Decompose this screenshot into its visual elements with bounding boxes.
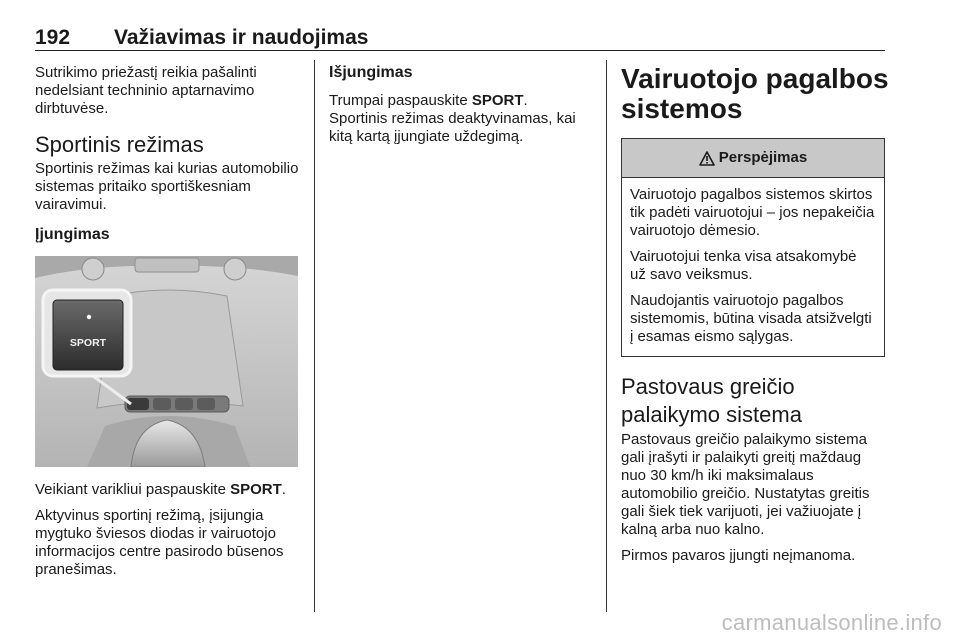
sport-mode-heading: Sportinis režimas [35, 132, 204, 157]
section-title: Važiavimas ir naudojimas [114, 26, 369, 49]
warning-paragraph-3: Naudojantis vairuotojo pagalbos sistemomis, būtina visada atsižvelgti į esamas eismo sąlygas. [630, 292, 872, 345]
column-divider-1 [314, 60, 315, 612]
warning-paragraph-2: Vairuotojui tenka visa atsakomybė už savo veiksmus. [630, 248, 857, 283]
sport-keyword-2: SPORT [471, 92, 524, 109]
column-3 [621, 64, 889, 573]
sport-button-label: SPORT [69, 337, 107, 349]
warning-paragraph-1: Vairuotojo pagalbos sistemos skirtos tik padėti vairuotojui – jos nepakeičia vairuotojo dėmesio. [630, 186, 875, 239]
column-2 [329, 64, 599, 154]
page-number: 192 [35, 26, 71, 49]
disable-instruction: Trumpai paspauskite SPORT. [329, 92, 528, 109]
cruise-control-heading: Pastovaus greičio palaikymo sistema [621, 374, 802, 427]
disable-description: Sportinis režimas deaktyvinamas, kai kitą kartą įjungiate uždegimą. [329, 110, 576, 145]
disable-heading: Išjungimas [329, 64, 413, 81]
activation-description: Aktyvinus sportinį režimą, įsijungia mygtuko šviesos diodas ir vairuotojo informacijos centre pasirodo būsenos pranešimas. [35, 507, 284, 578]
watermark: carmanualsonline.info [721, 610, 942, 635]
warning-title: Perspėjimas [718, 149, 808, 166]
cruise-control-note: Pirmos pavaros įjungti neįmanoma. [621, 547, 856, 564]
enable-heading: Įjungimas [35, 226, 110, 243]
column-1 [35, 64, 300, 587]
header-divider [35, 50, 885, 51]
sport-button-illustration [35, 256, 298, 467]
warning-body [622, 178, 884, 356]
engine-instruction: Veikiant varikliui paspauskite SPORT. [35, 481, 286, 498]
warning-triangle-icon [699, 151, 715, 166]
driver-assistance-title: Vairuotojo pagalbos sistemos [621, 63, 889, 124]
warning-box [621, 138, 885, 357]
sport-mode-description: Sportinis režimas kai kurias automobilio sistemas pritaiko sportiškesniam vairavimui. [35, 160, 299, 213]
intro-paragraph: Sutrikimo priežastį reikia pašalinti nedelsiant techninio aptarnavimo dirbtuvėse. [35, 64, 257, 117]
column-divider-2 [606, 60, 607, 612]
cruise-control-description: Pastovaus greičio palaikymo sistema gali įrašyti ir palaikyti greitį maždaug nuo 30 km/h iki maksimalaus automobilio greičio. Nustatytas greitis gali šiek tiek varijuoti, jei važiuojate į kalną arba nuo kalno. [621, 431, 870, 538]
warning-header [622, 139, 884, 178]
sport-keyword: SPORT [230, 481, 282, 498]
